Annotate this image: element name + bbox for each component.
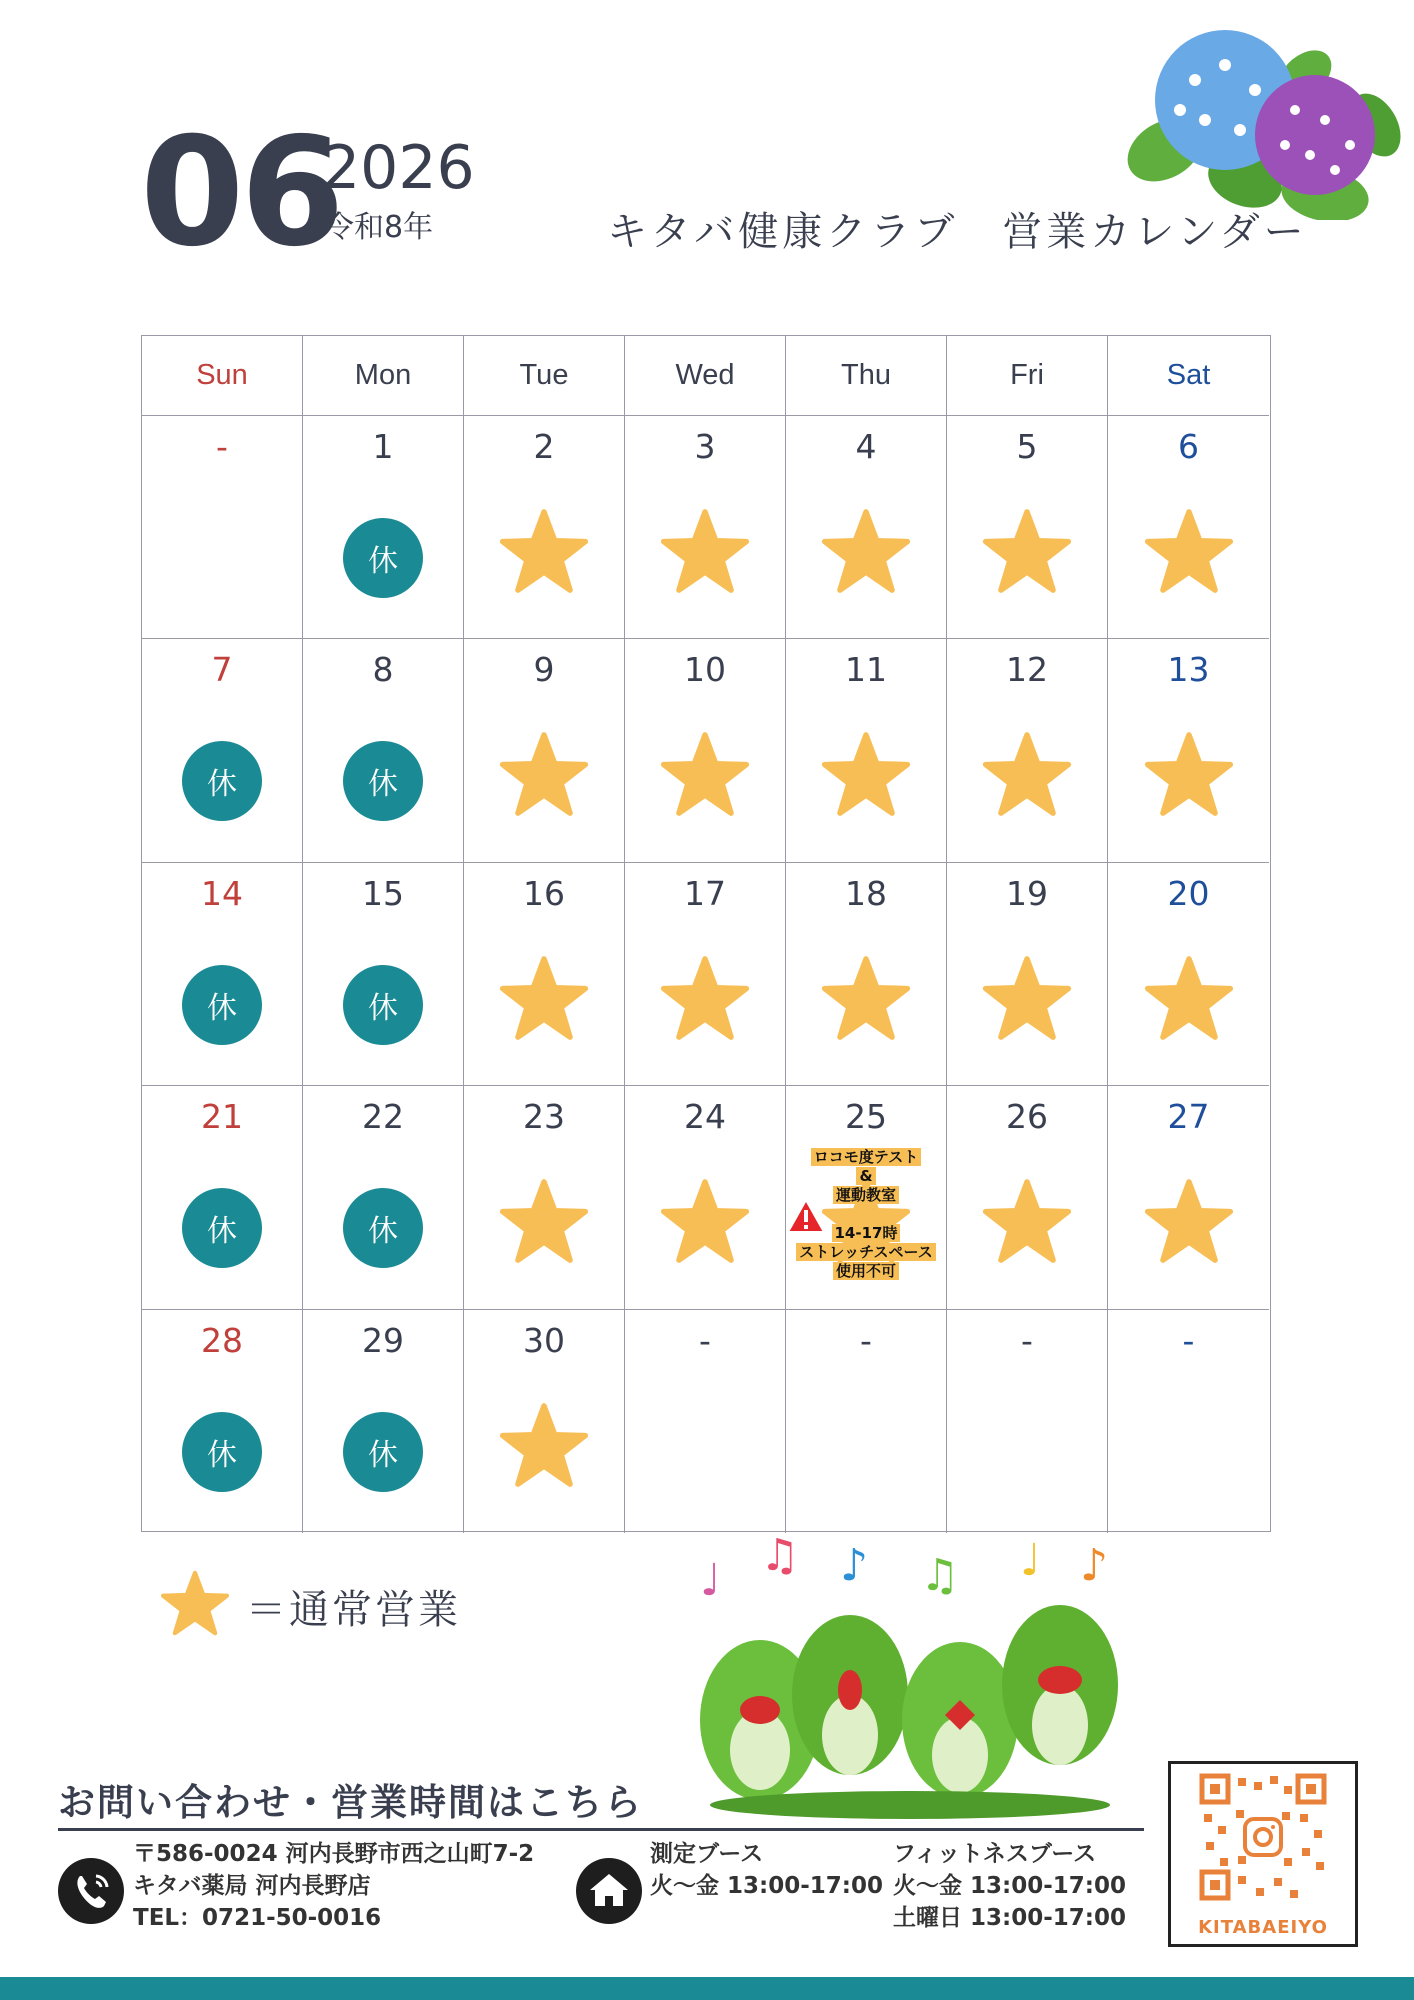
closed-badge: 休 xyxy=(343,518,423,598)
day-number: 16 xyxy=(523,873,565,913)
day-number: - xyxy=(860,1320,872,1360)
weekday-wed: Wed xyxy=(625,336,786,416)
calendar-day-cell xyxy=(625,1310,786,1533)
weekday-sun: Sun xyxy=(142,336,303,416)
calendar-day-cell xyxy=(464,1086,625,1309)
phone-icon xyxy=(58,1858,124,1924)
weekday-fri: Fri xyxy=(947,336,1108,416)
calendar-day-cell xyxy=(303,639,464,862)
fitness-booth-label: フィットネスブース xyxy=(893,1841,1097,1867)
calendar-day-cell xyxy=(142,1310,303,1533)
day-number: 18 xyxy=(845,873,887,913)
day-number: - xyxy=(1021,1320,1033,1360)
day-number: 15 xyxy=(362,873,404,913)
day-number: 30 xyxy=(523,1320,565,1360)
star-icon xyxy=(1144,508,1234,594)
weekday-mon: Mon xyxy=(303,336,464,416)
svg-text:♩: ♩ xyxy=(1020,1535,1041,1586)
calendar-day-cell xyxy=(142,416,303,639)
event-line: ロコモ度テスト xyxy=(811,1148,921,1166)
star-icon xyxy=(982,955,1072,1041)
day-number: - xyxy=(699,1320,711,1360)
qr-code-icon xyxy=(1198,1772,1328,1902)
star-icon xyxy=(499,731,589,817)
bottom-bar xyxy=(0,1977,1414,2000)
calendar-day-cell xyxy=(303,1310,464,1533)
calendar-day-cell xyxy=(464,639,625,862)
calendar-day-cell xyxy=(1108,639,1269,862)
day-number: - xyxy=(216,427,228,466)
weekday-thu: Thu xyxy=(786,336,947,416)
star-icon xyxy=(660,731,750,817)
day-number: 2 xyxy=(533,427,555,466)
closed-badge: 休 xyxy=(182,1188,262,1268)
day-number: 9 xyxy=(533,650,555,690)
instagram-qr-code[interactable] xyxy=(1168,1761,1358,1947)
closed-badge: 休 xyxy=(182,741,262,821)
closed-badge: 休 xyxy=(343,1188,423,1268)
star-icon xyxy=(499,955,589,1041)
calendar-day-cell xyxy=(947,639,1108,862)
calendar-day-cell xyxy=(625,416,786,639)
calendar-day-cell xyxy=(947,863,1108,1086)
event-line: ストレッチスペース xyxy=(796,1243,936,1261)
weekday-tue: Tue xyxy=(464,336,625,416)
calendar-day-cell xyxy=(625,863,786,1086)
calendar-day-cell xyxy=(464,416,625,639)
day-number: 14 xyxy=(201,873,243,913)
calendar-day-cell xyxy=(786,639,947,862)
day-number: 7 xyxy=(211,650,233,690)
calendar-day-cell xyxy=(1108,416,1269,639)
star-icon xyxy=(660,508,750,594)
closed-badge: 休 xyxy=(343,965,423,1045)
event-line xyxy=(863,1205,869,1223)
closed-badge: 休 xyxy=(343,1412,423,1492)
svg-text:♪: ♪ xyxy=(840,1540,869,1591)
calendar-day-cell xyxy=(786,863,947,1086)
event-line: 使用不可 xyxy=(833,1262,899,1280)
fitness-booth-hours-weekday: 火〜金 13:00-17:00 xyxy=(893,1873,1126,1899)
event-line: & xyxy=(856,1167,875,1185)
star-icon xyxy=(160,1570,230,1636)
footer-divider xyxy=(58,1828,1144,1831)
calendar-day-cell xyxy=(786,416,947,639)
star-icon xyxy=(499,1402,589,1488)
day-number: 24 xyxy=(684,1097,726,1137)
star-icon xyxy=(499,1178,589,1264)
star-icon xyxy=(982,508,1072,594)
era-year: 令和8年 xyxy=(324,210,434,245)
calendar-day-cell xyxy=(947,1086,1108,1309)
star-icon xyxy=(821,955,911,1041)
calendar-day-cell xyxy=(1108,1310,1269,1533)
calendar-day-cell xyxy=(1108,1086,1269,1309)
day-number: 1 xyxy=(372,427,394,466)
day-number: 29 xyxy=(362,1320,404,1360)
star-icon xyxy=(660,955,750,1041)
day-number: 26 xyxy=(1006,1097,1048,1137)
closed-badge: 休 xyxy=(182,1412,262,1492)
star-icon xyxy=(1144,731,1234,817)
star-icon xyxy=(982,1178,1072,1264)
day-number: 12 xyxy=(1006,650,1048,690)
calendar-day-cell xyxy=(947,1310,1108,1533)
calendar-day-cell xyxy=(142,863,303,1086)
svg-text:♫: ♫ xyxy=(920,1550,960,1601)
tel-text: TEL：0721-50-0016 xyxy=(133,1905,382,1931)
calendar-day-cell xyxy=(625,639,786,862)
star-icon xyxy=(821,731,911,817)
hydrangea-illustration xyxy=(1125,20,1405,220)
calendar-day-cell xyxy=(947,416,1108,639)
calendar-day-cell xyxy=(464,1310,625,1533)
day-number: - xyxy=(1182,1320,1195,1360)
day-number: 20 xyxy=(1167,873,1210,913)
day-number: 5 xyxy=(1016,427,1038,466)
home-icon xyxy=(576,1858,642,1924)
event-line: 運動教室 xyxy=(833,1186,899,1204)
closed-badge: 休 xyxy=(182,965,262,1045)
star-icon xyxy=(821,508,911,594)
month-number: 06 xyxy=(140,106,341,280)
calendar-day-cell xyxy=(625,1086,786,1309)
day-number: 8 xyxy=(372,650,394,690)
day-number: 19 xyxy=(1006,873,1048,913)
day-number: 4 xyxy=(855,427,877,466)
star-icon xyxy=(1144,1178,1234,1264)
calendar-day-cell xyxy=(786,1310,947,1533)
calendar-day-cell xyxy=(303,1086,464,1309)
star-icon xyxy=(1144,955,1234,1041)
calendar-day-cell xyxy=(464,863,625,1086)
day-number: 6 xyxy=(1178,427,1199,466)
day-number: 17 xyxy=(684,873,726,913)
contact-title: お問い合わせ・営業時間はこちら xyxy=(58,1781,643,1824)
singing-frogs-illustration xyxy=(690,1520,1140,1820)
day-number: 25 xyxy=(845,1097,887,1137)
star-icon xyxy=(499,508,589,594)
fitness-booth-hours-saturday: 土曜日 13:00-17:00 xyxy=(893,1905,1126,1931)
svg-text:♪: ♪ xyxy=(1080,1540,1109,1591)
day-number: 23 xyxy=(523,1097,565,1137)
weekday-sat: Sat xyxy=(1108,336,1269,416)
event-line: 14-17時 xyxy=(832,1224,901,1242)
measure-booth-label: 測定ブース xyxy=(650,1841,764,1867)
address-text: 〒586-0024 河内長野市西之山町7-2 xyxy=(133,1841,535,1867)
calendar-day-cell xyxy=(142,639,303,862)
star-icon xyxy=(982,731,1072,817)
measure-booth-hours: 火〜金 13:00-17:00 xyxy=(650,1873,883,1899)
calendar-day-cell xyxy=(142,1086,303,1309)
closed-badge: 休 xyxy=(343,741,423,821)
store-name: キタバ薬局 河内長野店 xyxy=(133,1873,371,1899)
day-number: 21 xyxy=(201,1097,243,1137)
legend-text: ＝通常営業 xyxy=(246,1587,461,1633)
calendar-grid xyxy=(141,335,1271,1532)
page-title: キタバ健康クラブ 営業カレンダー xyxy=(607,209,1308,255)
day-number: 11 xyxy=(845,650,887,690)
svg-text:♫: ♫ xyxy=(760,1530,800,1581)
calendar-day-cell xyxy=(303,863,464,1086)
year: 2026 xyxy=(322,133,475,203)
day-number: 22 xyxy=(362,1097,404,1137)
calendar-day-cell xyxy=(303,416,464,639)
qr-label: KITABAEIYO xyxy=(1198,1917,1328,1938)
calendar-day-cell xyxy=(786,1086,947,1309)
warning-icon xyxy=(786,1198,826,1234)
calendar-day-cell xyxy=(1108,863,1269,1086)
star-icon xyxy=(660,1178,750,1264)
day-number: 10 xyxy=(684,650,726,690)
svg-text:♩: ♩ xyxy=(700,1555,721,1606)
day-number: 27 xyxy=(1167,1097,1210,1137)
day-number: 28 xyxy=(201,1320,243,1360)
day-number: 3 xyxy=(694,427,716,466)
day-number: 13 xyxy=(1167,650,1210,690)
